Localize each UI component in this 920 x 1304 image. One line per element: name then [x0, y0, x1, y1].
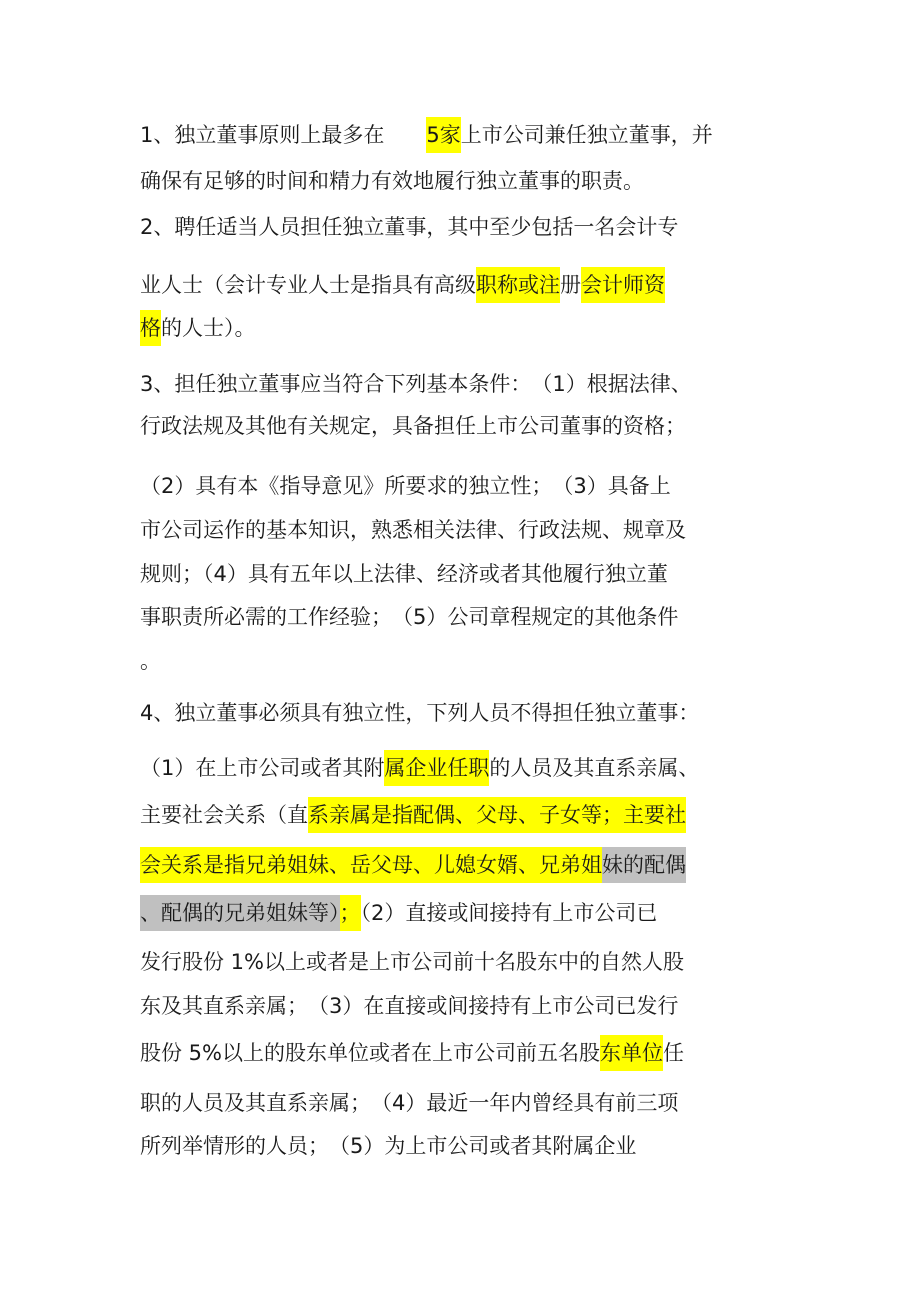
text-segment: 确保有足够的时间和精力有效地履行独立董事的职责。	[140, 169, 644, 193]
text-segment: （2）具有本《指导意见》所要求的独立性； （3）具备上	[140, 474, 671, 498]
text-segment: 职的人员及其直系亲属； （4）最近一年内曾经具有前三项	[140, 1091, 679, 1115]
text-segment: 2、聘任适当人员担任独立董事，其中至少包括一名会计专	[140, 215, 679, 239]
highlighted-text: 会关系是指兄弟姐妹、岳父母、儿媳女婿、兄弟姐	[140, 847, 602, 883]
text-line	[140, 1126, 636, 1174]
text-segment: （1）在上市公司或者其附	[140, 756, 385, 780]
text-line	[140, 207, 678, 255]
text-segment: 行政法规及其他有关规定，具备担任上市公司董事的资格；	[140, 414, 686, 438]
text-segment: 册	[560, 273, 581, 297]
text-line	[140, 466, 671, 514]
text-line	[140, 795, 686, 843]
text-segment: 发行股份 1%以上或者是上市公司前十名股东中的自然人股	[140, 950, 684, 974]
text-line	[140, 597, 678, 645]
text-line	[140, 748, 699, 796]
text-segment: 任	[663, 1041, 684, 1065]
text-line	[140, 406, 686, 454]
text-segment: 3、担任独立董事应当符合下列基本条件： （1）根据法律、	[140, 372, 692, 396]
text-segment: 规则；（4）具有五年以上法律、经济或者其他履行独立董	[140, 562, 668, 586]
highlighted-text: 职称或注	[476, 267, 560, 303]
text-segment: 1、独立董事原则上最多在	[140, 123, 427, 147]
text-line	[140, 641, 161, 689]
shaded-text: 、配偶的兄弟姐妹等）	[140, 895, 340, 931]
text-line	[140, 161, 644, 209]
highlighted-text: 属企业任职	[384, 750, 489, 786]
text-segment: 股份 5%以上的股东单位或者在上市公司前五名股	[140, 1041, 600, 1065]
text-segment: 的人士）。	[161, 316, 256, 340]
text-line	[140, 845, 686, 893]
text-line	[140, 554, 668, 602]
text-segment: （2）直接或间接持有上市公司已	[360, 901, 658, 925]
highlighted-text: 家	[440, 117, 461, 153]
text-segment: 主要社会关系（直	[140, 803, 308, 827]
text-line	[140, 942, 684, 990]
text-segment: 事职责所必需的工作经验； （5）公司章程规定的其他条件	[140, 605, 679, 629]
text-line	[140, 115, 713, 163]
text-segment: 上市公司兼任独立董事，并	[460, 123, 713, 147]
text-segment: 所列举情形的人员； （5）为上市公司或者其附属企业	[140, 1134, 637, 1158]
highlighted-text: ；	[340, 895, 361, 931]
text-line	[140, 1083, 678, 1131]
highlighted-text: 5	[426, 117, 439, 153]
text-segment: 市公司运作的基本知识，熟悉相关法律、行政法规、规章及	[140, 518, 686, 542]
highlighted-text: 会计师资	[581, 267, 665, 303]
highlighted-text: 格	[140, 310, 161, 346]
shaded-text: 妹的配偶	[602, 847, 686, 883]
text-line	[140, 510, 686, 558]
text-line	[140, 265, 665, 313]
text-segment: 。	[140, 649, 161, 673]
highlighted-text: 系亲属是指配偶、父母、子女等；主要社	[308, 797, 686, 833]
text-segment: 东及其直系亲属； （3）在直接或间接持有上市公司已发行	[140, 994, 679, 1018]
text-line	[140, 893, 657, 941]
text-line	[140, 1033, 684, 1081]
highlighted-text: 东单位	[600, 1035, 663, 1071]
text-segment: 的人员及其直系亲属、	[489, 756, 700, 780]
text-line	[140, 308, 256, 356]
text-segment: 4、独立董事必须具有独立性，下列人员不得担任独立董事：	[140, 701, 700, 725]
text-line	[140, 986, 678, 1034]
text-line	[140, 693, 699, 741]
text-segment: 业人士（会计专业人士是指具有高级	[140, 273, 476, 297]
text-line	[140, 364, 692, 412]
